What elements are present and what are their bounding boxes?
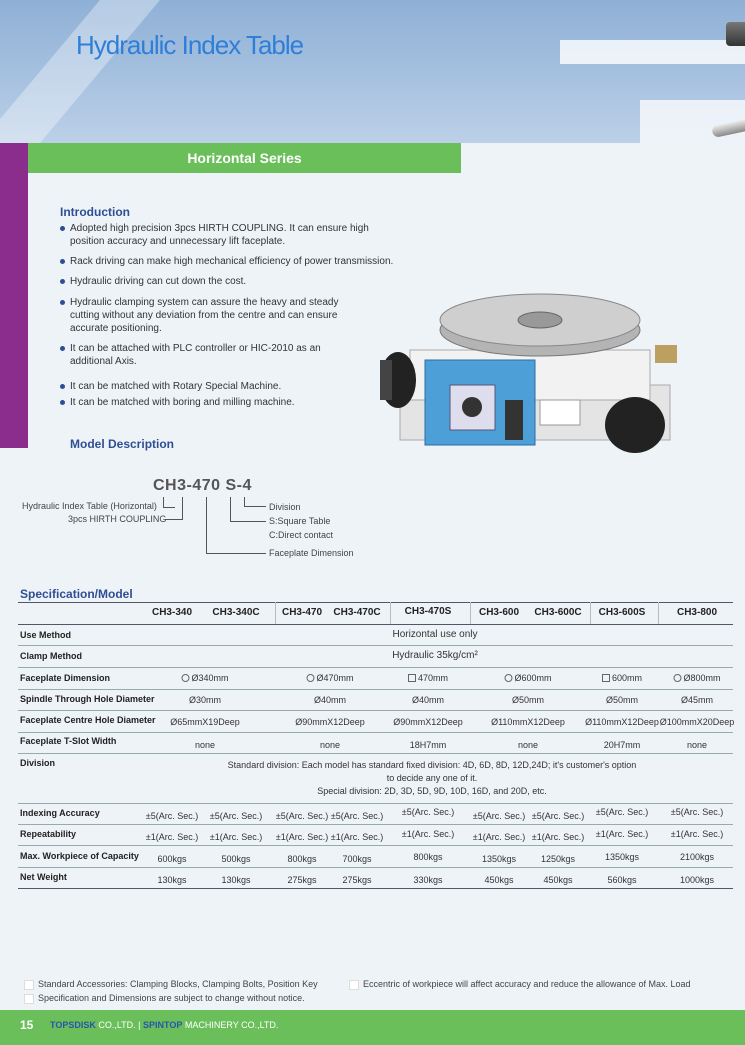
table-cell: ±1(Arc. Sec.) <box>401 829 455 839</box>
series-banner: Horizontal Series <box>28 143 461 173</box>
table-cell: ±1(Arc. Sec.) <box>531 832 585 842</box>
row-label: Faceplate Dimension <box>20 673 111 683</box>
round-table-icon <box>181 674 189 682</box>
table-cell: ±5(Arc. Sec.) <box>275 811 329 821</box>
table-cell: 500kgs <box>221 854 251 864</box>
table-cell: Ø40mm <box>411 695 445 705</box>
table-cell: Standard division: Each model has standard fixed division: 4D, 6D, 8D, 12D,24D; it's customer's option <box>227 760 637 770</box>
list-item: Rack driving can make high mechanical efficiency of power transmission. <box>60 255 420 268</box>
row-label: Division <box>20 758 56 768</box>
decor-stripe <box>0 0 160 143</box>
table-cell: 470mm <box>408 673 448 683</box>
divider <box>18 602 733 603</box>
table-cell: ±1(Arc. Sec.) <box>275 832 329 842</box>
divider <box>18 667 733 668</box>
divider <box>18 753 733 754</box>
table-cell: Special division: 2D, 3D, 5D, 9D, 10D, 16D, and 20D, etc. <box>317 786 547 796</box>
table-cell: Ø40mm <box>313 695 347 705</box>
row-label: Indexing Accuracy <box>20 808 100 818</box>
table-cell: ±5(Arc. Sec.) <box>670 807 724 817</box>
divider <box>18 888 733 889</box>
table-cell: Ø50mm <box>605 695 639 705</box>
table-cell: 1250kgs <box>540 854 576 864</box>
table-cell: 450kgs <box>543 875 573 885</box>
table-cell: 600mm <box>602 673 642 683</box>
label-table-type: Hydraulic Index Table (Horizontal) <box>22 501 157 511</box>
table-cell: 275kgs <box>287 875 317 885</box>
table-cell: 450kgs <box>484 875 514 885</box>
connector-line <box>165 519 183 520</box>
table-cell: Ø65mmX19Deep <box>170 717 240 727</box>
table-cell: ±5(Arc. Sec.) <box>145 811 199 821</box>
divider <box>18 710 733 711</box>
model-header: CH3-470C <box>333 607 381 618</box>
divider <box>470 602 471 624</box>
divider <box>18 732 733 733</box>
table-cell: Ø800mm <box>673 673 720 683</box>
list-item: It can be matched with Rotary Special Machine. <box>60 380 420 393</box>
connector-line <box>230 497 231 521</box>
table-cell: 1350kgs <box>604 852 640 862</box>
connector-line <box>182 497 183 519</box>
table-cell: ±1(Arc. Sec.) <box>472 832 526 842</box>
table-cell: Ø340mm <box>181 673 228 683</box>
connector-line <box>244 506 266 507</box>
list-item: It can be matched with boring and milling machine. <box>60 396 420 409</box>
model-code-prefix: CH3-470 <box>153 477 221 494</box>
label-square: S:Square Table <box>269 516 331 526</box>
row-label: Net Weight <box>20 872 67 882</box>
row-label: Use Method <box>20 630 72 640</box>
table-cell: 20H7mm <box>603 740 641 750</box>
table-cell: 700kgs <box>342 854 372 864</box>
table-cell: 275kgs <box>342 875 372 885</box>
table-cell: ±5(Arc. Sec.) <box>330 811 384 821</box>
table-cell: ±1(Arc. Sec.) <box>209 832 263 842</box>
company-names: TOPSDISK CO.,LTD. | SPINTOP MACHINERY CO.,LTD. <box>50 1020 279 1030</box>
table-cell: Ø600mm <box>504 673 551 683</box>
table-cell: ±5(Arc. Sec.) <box>531 811 585 821</box>
model-header: CH3-340C <box>212 607 260 618</box>
table-cell: none <box>517 740 539 750</box>
row-label: Faceplate Centre Hole Diameter <box>20 715 156 725</box>
introduction-heading: Introduction <box>60 205 130 219</box>
table-cell: Ø90mmX12Deep <box>393 717 463 727</box>
label-faceplate: Faceplate Dimension <box>269 548 354 558</box>
table-cell: Hydraulic 35kg/cm² <box>392 650 478 661</box>
table-cell: none <box>686 740 708 750</box>
table-cell: Ø50mm <box>511 695 545 705</box>
table-cell: Ø45mm <box>680 695 714 705</box>
table-cell: Ø470mm <box>306 673 353 683</box>
round-table-icon <box>504 674 512 682</box>
square-table-icon <box>408 674 416 682</box>
table-cell: Ø110mmX12Deep <box>491 717 565 727</box>
divider <box>590 602 591 624</box>
model-code <box>153 477 252 495</box>
table-cell: ±1(Arc. Sec.) <box>670 829 724 839</box>
round-table-icon <box>673 674 681 682</box>
divider <box>18 845 733 846</box>
table-cell: 600kgs <box>157 854 187 864</box>
connector-line <box>244 497 245 506</box>
table-cell: 130kgs <box>157 875 187 885</box>
divider <box>658 602 659 624</box>
table-cell: ±1(Arc. Sec.) <box>330 832 384 842</box>
table-cell: Ø30mm <box>188 695 222 705</box>
page-title: Hydraulic Index Table <box>76 30 304 60</box>
header-banner <box>0 0 745 143</box>
table-cell: ±1(Arc. Sec.) <box>145 832 199 842</box>
label-division: Division <box>269 502 301 512</box>
row-label: Clamp Method <box>20 651 82 661</box>
divider <box>18 689 733 690</box>
list-item: Adopted high precision 3pcs HIRTH COUPLING. It can ensure high position accuracy and unnecessary lift faceplate. <box>60 222 380 248</box>
decor-stripe <box>560 40 745 64</box>
table-cell: ±5(Arc. Sec.) <box>209 811 263 821</box>
note: Eccentric of workpiece will affect accuracy and reduce the allowance of Max. Load <box>349 979 691 989</box>
model-header: CH3-800 <box>676 607 718 618</box>
table-cell: 130kgs <box>221 875 251 885</box>
list-item: It can be attached with PLC controller or HIC-2010 as an additional Axis. <box>60 342 340 368</box>
table-cell: to decide any one of it. <box>386 773 478 783</box>
table-cell: ±5(Arc. Sec.) <box>472 811 526 821</box>
divider <box>275 602 276 624</box>
machine-part-image <box>726 22 745 46</box>
model-description-heading: Model Description <box>70 437 175 451</box>
model-header: CH3-600C <box>534 607 582 618</box>
table-cell: 800kgs <box>413 852 443 862</box>
model-header: CH3-470S <box>404 606 452 617</box>
note: Specification and Dimensions are subject to change without notice. <box>24 993 305 1003</box>
connector-line <box>206 553 266 554</box>
list-item: Hydraulic driving can cut down the cost. <box>60 275 420 288</box>
table-cell: 560kgs <box>607 875 637 885</box>
round-table-icon <box>306 674 314 682</box>
table-cell: ±5(Arc. Sec.) <box>595 807 649 817</box>
table-cell: 2100kgs <box>679 852 715 862</box>
row-label: Faceplate T-Slot Width <box>20 736 117 746</box>
spec-heading: Specification/Model <box>20 587 133 601</box>
introduction-list <box>60 222 420 409</box>
label-coupling: 3pcs HIRTH COUPLING <box>68 514 167 524</box>
table-cell: ±1(Arc. Sec.) <box>595 829 649 839</box>
connector-line <box>230 521 266 522</box>
page-number: 15 <box>20 1018 34 1032</box>
divider <box>18 867 733 868</box>
connector-line <box>163 507 175 508</box>
table-cell: 1000kgs <box>679 875 715 885</box>
table-cell: none <box>319 740 341 750</box>
table-cell: Ø110mmX12Deep <box>585 717 659 727</box>
table-cell: ±5(Arc. Sec.) <box>401 807 455 817</box>
company-topsdisk: TOPSDISK <box>50 1020 96 1030</box>
connector-line <box>163 497 164 507</box>
table-cell: 330kgs <box>413 875 443 885</box>
label-direct: C:Direct contact <box>269 530 334 540</box>
divider <box>18 824 733 825</box>
table-cell: Ø90mmX12Deep <box>295 717 365 727</box>
connector-line <box>206 497 207 553</box>
model-code-suffix: S-4 <box>225 477 252 494</box>
row-label: Max. Workpiece of Capacity <box>20 851 139 861</box>
row-label: Repeatability <box>20 829 77 839</box>
table-cell: Horizontal use only <box>392 629 478 640</box>
table-cell: 800kgs <box>287 854 317 864</box>
divider <box>18 645 733 646</box>
table-cell: Ø100mmX20Deep <box>659 717 735 727</box>
note: Standard Accessories: Clamping Blocks, Clamping Bolts, Position Key <box>24 979 318 989</box>
company-spintop: SPINTOP <box>143 1020 183 1030</box>
side-accent-bar <box>0 143 28 448</box>
row-label: Spindle Through Hole Diameter <box>20 694 155 704</box>
divider <box>390 602 391 624</box>
table-cell: 1350kgs <box>481 854 517 864</box>
index-table-machine-image <box>380 290 680 460</box>
divider <box>18 624 733 625</box>
model-header: CH3-600 <box>478 607 520 618</box>
model-header: CH3-600S <box>598 607 646 618</box>
table-cell: none <box>194 740 216 750</box>
table-cell: 18H7mm <box>409 740 447 750</box>
list-item: Hydraulic clamping system can assure the heavy and steady cutting without any deviation from the centre and can ensure accurate positioning. <box>60 296 360 335</box>
model-header: CH3-470 <box>281 607 323 618</box>
model-header: CH3-340 <box>151 607 193 618</box>
square-table-icon <box>602 674 610 682</box>
divider <box>18 803 733 804</box>
